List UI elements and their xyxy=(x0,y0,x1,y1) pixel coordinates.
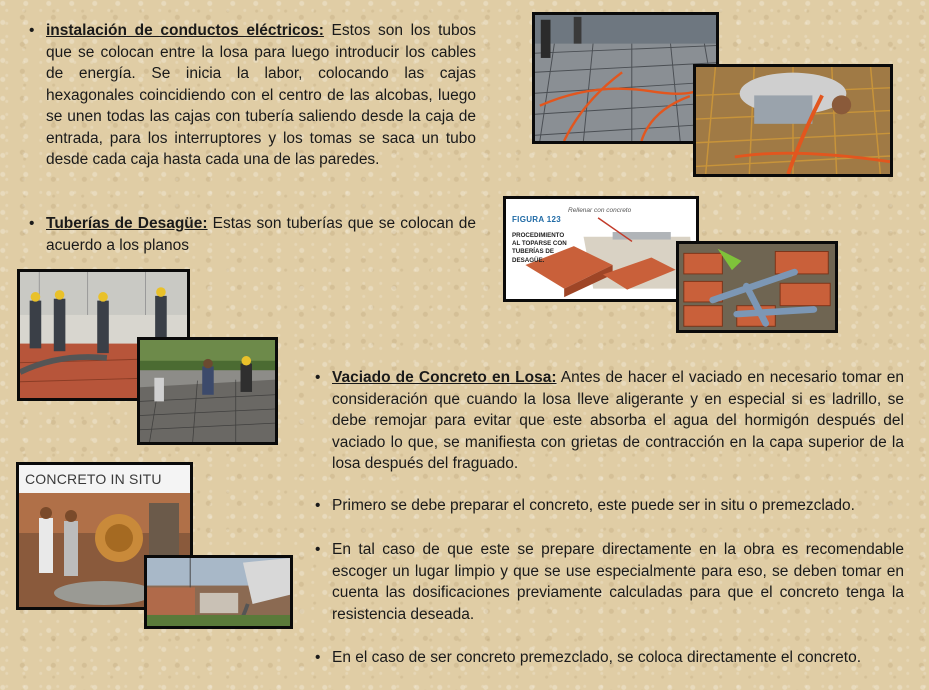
bullet: • xyxy=(315,649,321,666)
figure-note: Rellenar con concreto xyxy=(568,207,632,214)
bullet: • xyxy=(315,369,321,386)
section-text: En el caso de ser concreto premezclado, se coloca directamente el concreto. xyxy=(332,649,861,666)
bullet: • xyxy=(29,22,35,39)
section-conductos xyxy=(29,20,476,171)
section-obra xyxy=(315,539,904,625)
photo-concrete-spreading xyxy=(137,337,278,445)
section-body: Antes de hacer el vaciado en necesario tomar en consideración que cuando la losa lleve aligerante y en especial si es ladrillo, se debe remojar para evitar que este absorba el agua del hormigón después del vaciado lo que, se manifiesta con grietas de contracción en la capa superior de la losa después del fraguado. xyxy=(332,369,904,472)
section-text: En tal caso de que este se prepare directamente en la obra es recomendable escoger un lugar limpio y que se use especialmente para eso, se deben tomar en cuenta las dosificaciones previamente calculadas para que el concreto tenga la resistencia deseada. xyxy=(332,541,904,623)
bullet: • xyxy=(315,541,321,558)
section-heading: instalación de conductos eléctricos: xyxy=(46,22,324,39)
section-heading: Tuberías de Desagüe: xyxy=(46,215,208,232)
section-preparar xyxy=(315,495,904,517)
bullet: • xyxy=(315,497,321,514)
section-desague xyxy=(29,213,476,256)
figure-caption: PROCEDIMIENTO AL TOPARSE CON TUBERÍAS DE DESAGÜE. xyxy=(512,232,567,264)
photo-conduits-slab xyxy=(532,12,719,144)
section-premezclado xyxy=(315,647,904,669)
section-body: Estas son tuberías que se colocan de acuerdo a los planos xyxy=(46,215,476,254)
concreto-in-situ-title: CONCRETO IN SITU xyxy=(25,471,162,487)
photo-worker-conduit xyxy=(693,64,893,177)
photo-drainage-pipes xyxy=(676,241,838,333)
figure-123-diagram xyxy=(503,196,699,302)
bullet: • xyxy=(29,215,35,232)
photo-mixer-truck xyxy=(144,555,293,629)
section-body: Estos son los tubos que se colocan entre la losa para luego introducir los cables de energía. Se inicia la labor, colocando las cajas hexagonales coincidiendo con el centro de las alcobas, luego se unen todas las cajas con tubería saliendo desde la caja de entrada, para los interruptores y los tomas se saca un tubo desde cada caja hasta cada una de las paredes. xyxy=(46,22,476,168)
section-text: Primero se debe preparar el concreto, este puede ser in situ o premezclado. xyxy=(332,497,855,514)
figure-label: FIGURA 123 xyxy=(512,215,561,224)
section-vaciado xyxy=(315,367,904,475)
section-heading: Vaciado de Concreto en Losa: xyxy=(332,369,557,386)
